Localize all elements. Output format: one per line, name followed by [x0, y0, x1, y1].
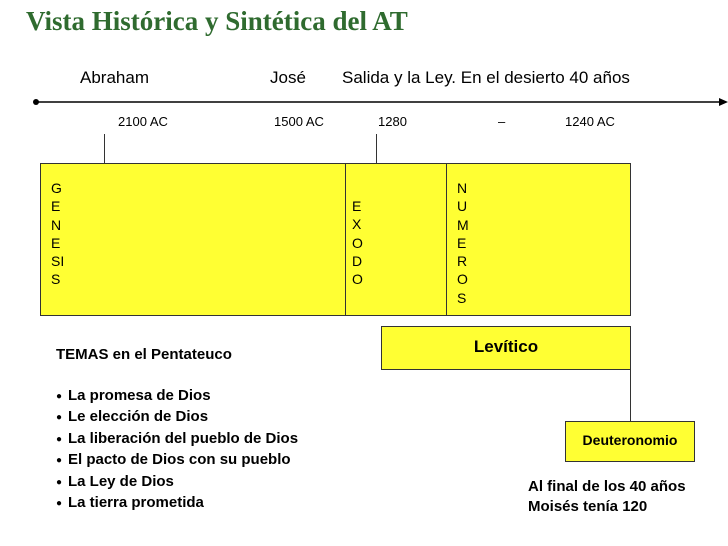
exodo-label: EXODO — [352, 198, 363, 288]
list-item: ● Le elección de Dios — [56, 407, 298, 429]
list-item: ● La tierra prometida — [56, 493, 298, 515]
exodo-box — [345, 163, 447, 316]
connector-deuteronomio — [630, 370, 631, 422]
label-salida: Salida y la Ley. En el desierto 40 años — [342, 68, 630, 87]
list-item: ● El pacto de Dios con su pueblo — [56, 450, 298, 472]
note-line-2: Moisés tenía 120 — [528, 498, 648, 515]
page-title: Vista Histórica y Sintética del AT — [26, 6, 408, 36]
levitico-label: Levítico — [473, 337, 539, 356]
connector-genesis — [104, 134, 105, 164]
themes-section — [56, 345, 298, 515]
date-dash: – — [498, 114, 506, 129]
label-abraham: Abraham — [80, 68, 149, 87]
connector-exodo — [376, 134, 377, 164]
bullet-icon: ● — [56, 498, 63, 509]
numeros-label: NUMEROS — [457, 180, 469, 306]
levitico-box — [381, 326, 631, 370]
bullet-icon: ● — [56, 412, 63, 423]
bullet-icon: ● — [56, 433, 63, 445]
timeline-start-dot — [33, 99, 39, 105]
deuteronomio-label: Deuteronomio — [582, 432, 678, 448]
date-1500: 1500 AC — [274, 114, 324, 129]
note-line-1: Al final de los 40 años — [528, 478, 686, 495]
bullet-icon: ● — [56, 476, 63, 488]
deuteronomio-box — [565, 421, 695, 462]
timeline-arrowhead — [719, 98, 728, 106]
date-1240: 1240 AC — [565, 114, 615, 129]
list-item: ● La Ley de Dios — [56, 472, 298, 494]
list-item: ● La promesa de Dios — [56, 386, 298, 408]
bullet-icon: ● — [56, 390, 63, 402]
genesis-label: GENESIS — [51, 180, 65, 288]
themes-list — [56, 386, 298, 515]
bullet-icon: ● — [56, 455, 63, 466]
label-jose: José — [270, 68, 306, 87]
genesis-box — [40, 163, 346, 316]
list-item: ● La liberación del pueblo de Dios — [56, 429, 298, 451]
numeros-box — [446, 163, 631, 316]
date-2100: 2100 AC — [118, 114, 168, 129]
moses-note — [528, 477, 686, 517]
themes-heading: TEMAS en el Pentateuco — [56, 346, 232, 363]
date-1280: 1280 — [378, 114, 407, 129]
